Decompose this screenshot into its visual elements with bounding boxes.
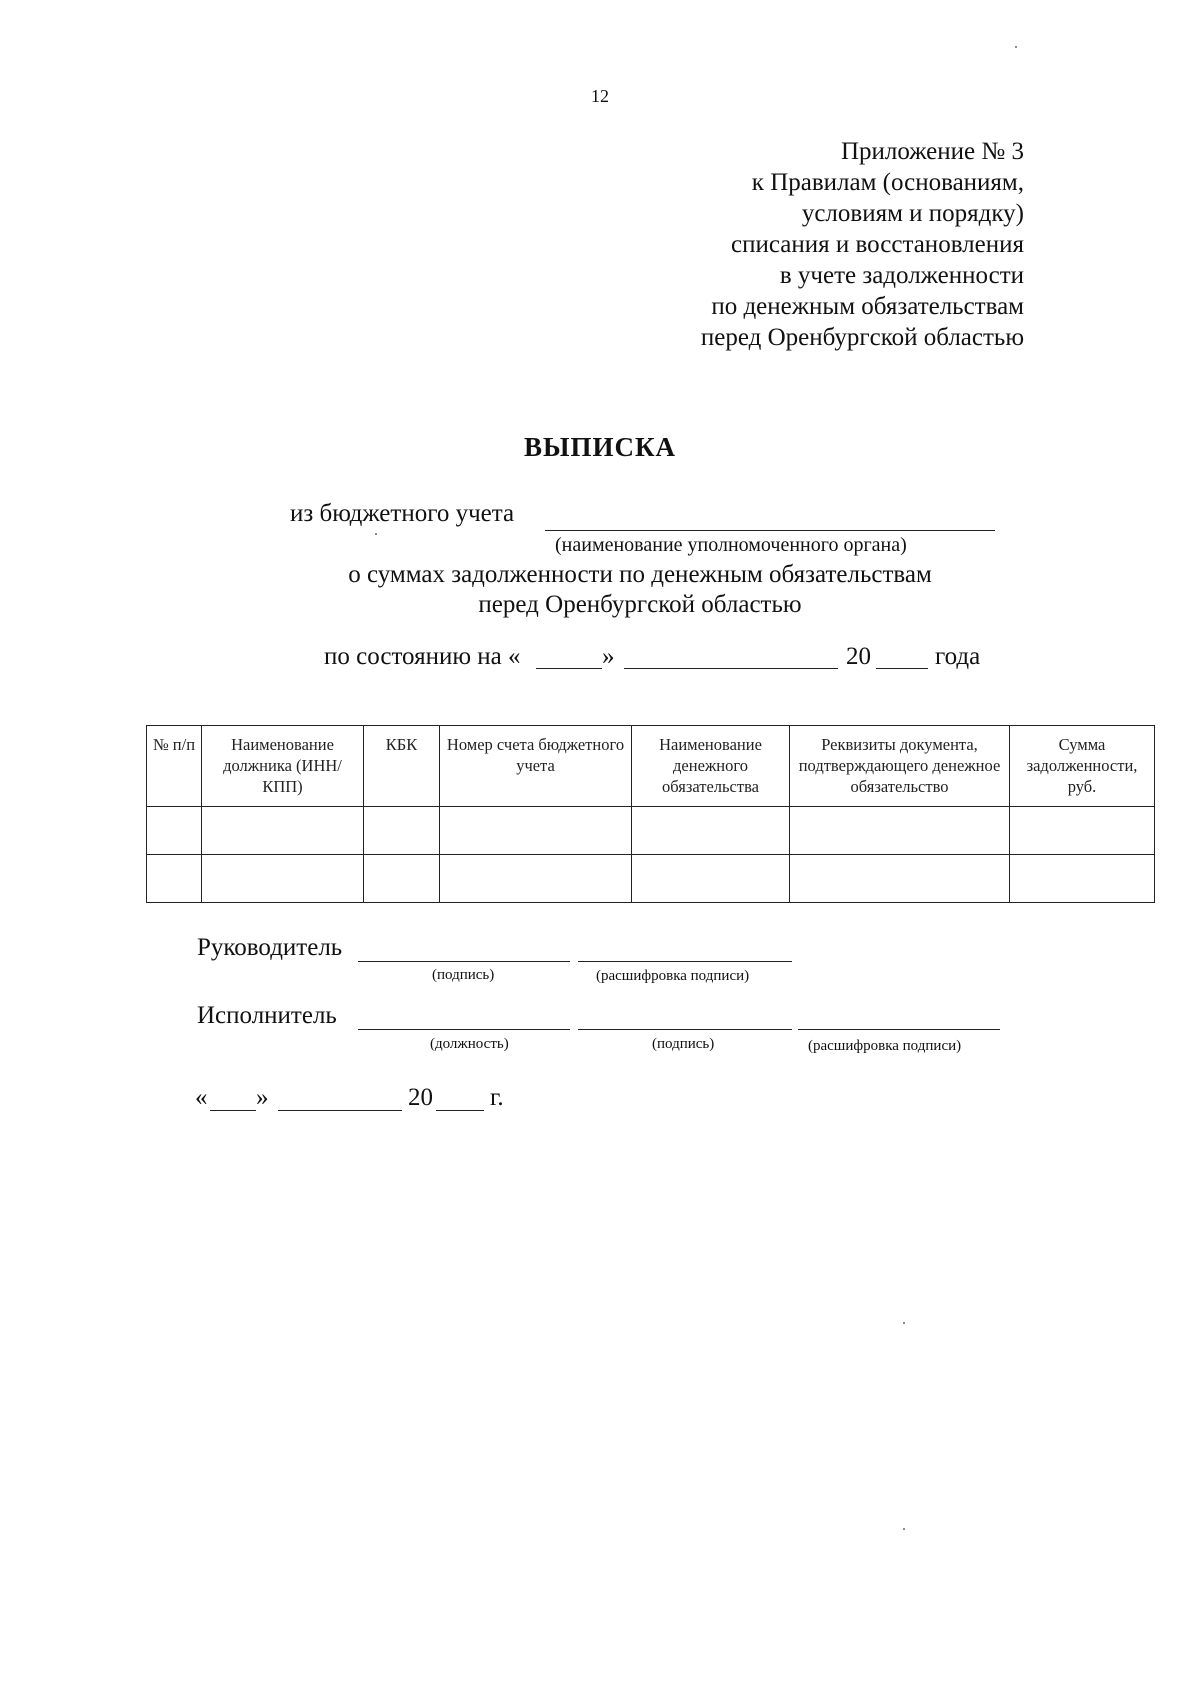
executor-name-line[interactable] <box>798 1029 1000 1030</box>
table-cell[interactable] <box>1010 855 1155 903</box>
scan-speck <box>375 533 377 535</box>
table-cell[interactable] <box>790 807 1010 855</box>
authority-name-line[interactable] <box>545 530 995 531</box>
executor-position-line[interactable] <box>358 1029 570 1030</box>
table-cell[interactable] <box>202 807 364 855</box>
table-cell[interactable] <box>790 855 1010 903</box>
as-of-year-line[interactable] <box>876 668 928 669</box>
table-cell[interactable] <box>364 855 440 903</box>
executor-label: Исполнитель <box>197 1002 337 1029</box>
table-cell[interactable] <box>440 807 632 855</box>
from-budget-label: из бюджетного учета <box>290 500 515 527</box>
date-day-line[interactable] <box>210 1110 256 1111</box>
date-year-suffix: г. <box>490 1084 504 1111</box>
table-cell[interactable] <box>632 855 790 903</box>
appendix-line: Приложение № 3 <box>840 138 1024 165</box>
as-of-year-prefix: 20 <box>846 643 871 670</box>
col-header-number: № п/п <box>147 726 202 807</box>
executor-signature-caption: (подпись) <box>652 1036 715 1052</box>
appendix-line: списания и восстановления <box>731 231 1024 258</box>
about-line-2: перед Оренбургской областью <box>478 591 802 618</box>
appendix-line: по денежным обязательствам <box>711 293 1024 320</box>
as-of-prefix: по состоянию на « <box>324 643 521 670</box>
appendix-line: к Правилам (основаниям, <box>751 169 1024 196</box>
scan-speck <box>903 1528 905 1530</box>
debt-table <box>146 725 1155 903</box>
date-month-line[interactable] <box>278 1110 402 1111</box>
executor-signature-line[interactable] <box>578 1029 792 1030</box>
as-of-close-quote: » <box>602 643 615 670</box>
appendix-line: перед Оренбургской областью <box>700 324 1024 351</box>
about-line-1: о суммах задолженности по денежным обязательствам <box>348 561 932 588</box>
scan-speck <box>903 1322 905 1324</box>
table-cell[interactable] <box>1010 807 1155 855</box>
head-name-line[interactable] <box>578 961 792 962</box>
appendix-line: в учете задолженности <box>779 262 1024 289</box>
head-label: Руководитель <box>197 934 343 961</box>
table-cell[interactable] <box>147 855 202 903</box>
table-cell[interactable] <box>364 807 440 855</box>
scan-speck <box>1015 46 1017 48</box>
col-header-obligation: Наименование денежного обязательства <box>632 726 790 807</box>
date-year-line[interactable] <box>436 1110 484 1111</box>
document-title: ВЫПИСКА <box>523 432 677 462</box>
as-of-year-suffix: года <box>935 643 981 670</box>
date-year-prefix: 20 <box>408 1084 433 1111</box>
page-number: 12 <box>591 86 609 106</box>
appendix-block <box>701 136 1024 353</box>
head-signature-caption: (подпись) <box>432 967 495 983</box>
executor-name-caption: (расшифровка подписи) <box>808 1038 962 1054</box>
table-cell[interactable] <box>202 855 364 903</box>
col-header-debtor: Наименование должника (ИНН/КПП) <box>202 726 364 807</box>
col-header-amount: Сумма задолженности, руб. <box>1010 726 1155 807</box>
table-cell[interactable] <box>632 807 790 855</box>
table-cell[interactable] <box>440 855 632 903</box>
col-header-document: Реквизиты документа, подтверждающего денежное обязательство <box>790 726 1010 807</box>
appendix-line: условиям и порядку) <box>801 200 1024 227</box>
as-of-day-line[interactable] <box>536 668 602 669</box>
head-name-caption: (расшифровка подписи) <box>596 968 750 984</box>
authority-caption: (наименование уполномоченного органа) <box>555 534 907 556</box>
executor-position-caption: (должность) <box>430 1036 509 1052</box>
date-close-quote: » <box>256 1084 269 1111</box>
date-open-quote: « <box>195 1084 208 1111</box>
as-of-month-line[interactable] <box>624 668 838 669</box>
table-cell[interactable] <box>147 807 202 855</box>
table-header-row <box>147 726 1155 807</box>
table-row <box>147 807 1155 855</box>
head-signature-line[interactable] <box>358 961 570 962</box>
table-row <box>147 855 1155 903</box>
col-header-account: Номер счета бюджетного учета <box>440 726 632 807</box>
col-header-kbk: КБК <box>364 726 440 807</box>
